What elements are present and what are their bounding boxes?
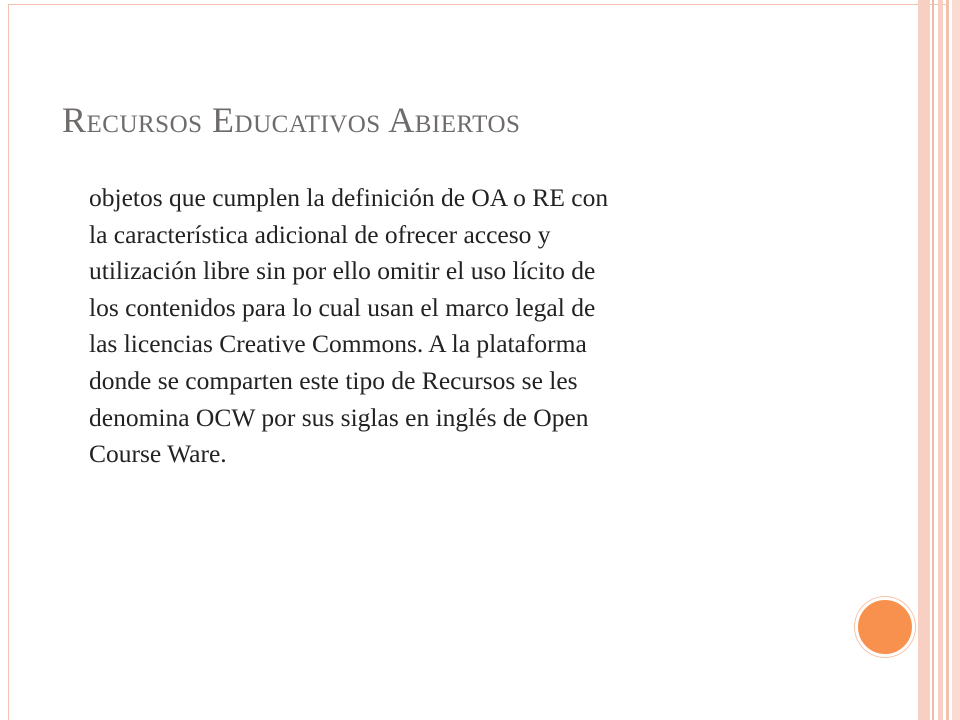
decorative-stripe (952, 0, 960, 720)
body-line: denomina OCW por sus siglas en inglés de Open (89, 402, 589, 432)
decorative-stripe (932, 0, 934, 720)
decorative-stripe (938, 0, 943, 720)
decorative-circle-icon (855, 597, 915, 657)
body-line: los contenidos para lo cual usan el marco legal de (89, 292, 596, 322)
body-line: Course Ware. (89, 439, 227, 469)
decorative-stripe (918, 0, 930, 720)
slide-title: Recursos Educativos Abiertos (62, 100, 521, 140)
body-line: donde se comparten este tipo de Recursos se les (89, 365, 578, 395)
body-line: la característica adicional de ofrecer acceso y (89, 219, 551, 249)
body-line: utilización libre sin por ello omitir el uso lícito de (89, 256, 596, 286)
body-line: las licencias Creative Commons. A la plataforma (89, 329, 587, 359)
body-line: objetos que cumplen la definición de OA o RE con (89, 183, 609, 212)
decorative-stripe (946, 0, 949, 720)
slide-body-text (89, 180, 834, 473)
